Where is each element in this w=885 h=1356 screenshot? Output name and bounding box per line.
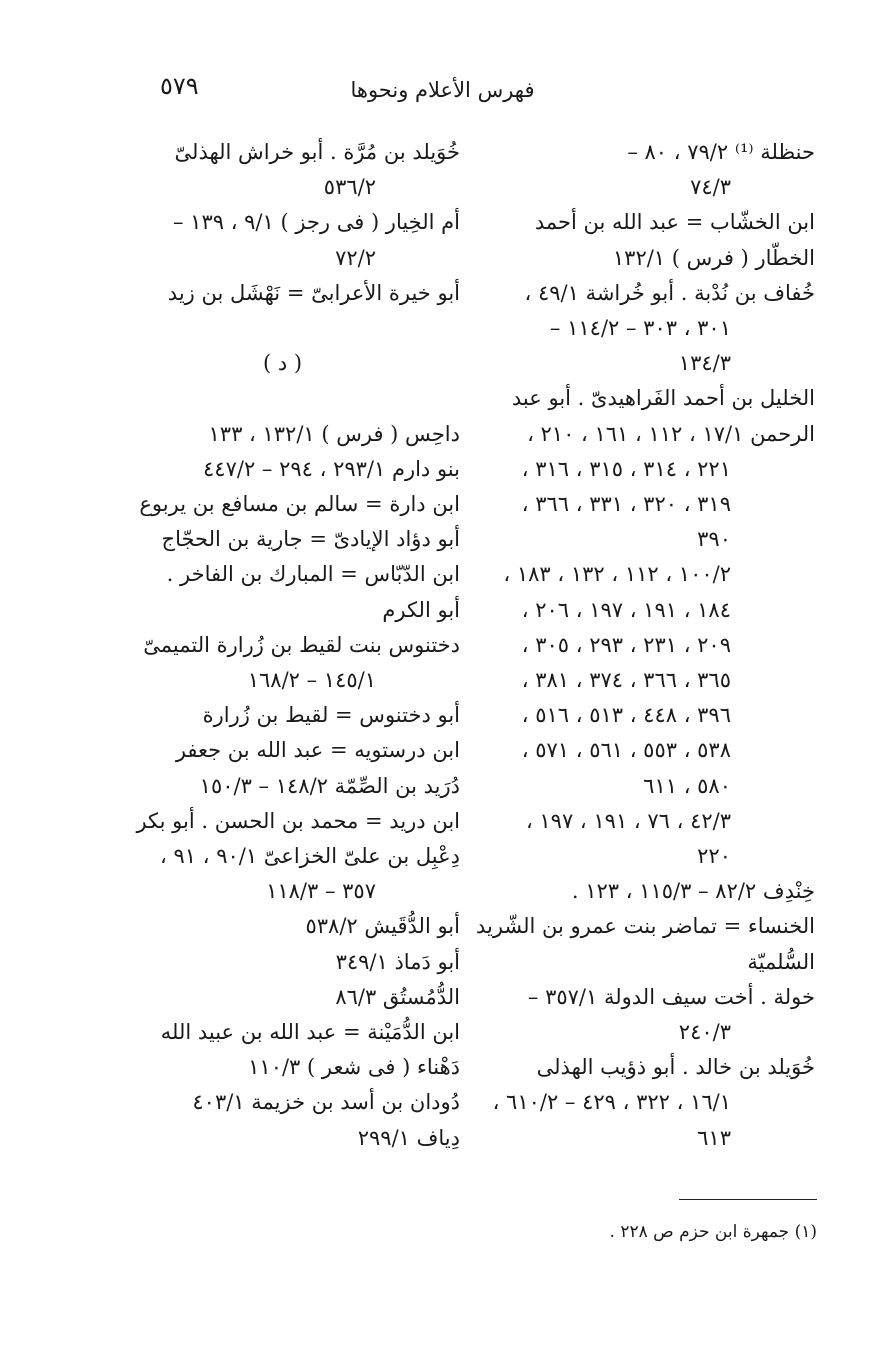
index-entry-line: حنظلة ⁽¹⁾ ٧٩/٢ ، ٨٠ – (627, 140, 815, 164)
index-entry-line: أبو دختنوس = لقيط بن زُرارة (202, 703, 460, 728)
spacer (145, 311, 460, 346)
index-entry-line: ٧٤/٣ (690, 175, 731, 200)
index-entry-line: أبو الكرم (382, 597, 460, 622)
index-entry-line: أبو دؤاد الإيادىّ = جارية بن الحجّاج (161, 527, 460, 552)
index-entry-line: داحِس ( فرس ) ١٣٢/١ ، ١٣٣ (208, 421, 460, 446)
index-entry-line: الرحمن ١٧/١ ، ١١٢ ، ١٦١ ، ٢١٠ ، (527, 421, 815, 446)
index-entry-line: ٤٢/٣ ، ٧٦ ، ١٩١ ، ١٩٧ ، (525, 808, 731, 833)
index-entry-line: خولة . أخت سيف الدولة ٣٥٧/١ – (527, 984, 815, 1009)
index-entry-line: ٣٩٠ (697, 527, 731, 552)
index-entry-line: أبو دَماذ ٣٤٩/١ (335, 949, 460, 974)
index-entry-line: دَهْناء ( فى شعر ) ١١٠/٣ (248, 1055, 460, 1080)
section-letter-heading: ( د ) (262, 351, 303, 376)
index-entry-line: خِنْدِف ٨٢/٢ – ١١٥/٣ ، ١٢٣ . (571, 879, 815, 904)
index-entry-line: أبو خيرة الأعرابىّ = نَهْشَل بن زيد (167, 280, 460, 305)
index-entry-line: دُودان بن أسد بن خزيمة ٤٠٣/١ (192, 1090, 460, 1115)
index-entry-line: خُوَيلد بن مُرَّة . أبو خراش الهذلىّ (174, 140, 460, 164)
index-entry-line: ابن الدّبّاس = المبارك بن الفاخر . (166, 562, 460, 587)
index-column-right (475, 135, 815, 1156)
spacer (145, 381, 460, 416)
index-entry-line: ٣٥٧ – ١١٨/٣ (266, 879, 376, 904)
index-entry-line: ١٤٥/١ – ١٦٨/٢ (247, 668, 376, 693)
index-entry-line: خُوَيلد بن خالد . أبو ذؤيب الهذلى (536, 1055, 815, 1080)
index-entry-line: الخطّار ( فرس ) ١٣٢/١ (612, 245, 815, 270)
index-entry-line: ابن الخشّاب = عبد الله بن أحمد (534, 210, 815, 235)
page-number: ٥٧٩ (160, 72, 199, 100)
index-entry-line: أم الخِيار ( فى رجز ) ٩/١ ، ١٣٩ – (172, 210, 460, 235)
index-entry-line: ابن دريد = محمد بن الحسن . أبو بكر (136, 808, 460, 833)
index-entry-line: أبو الدُّقَيش ٥٣٨/٢ (305, 914, 460, 939)
index-entry-line: دُرَيد بن الصِّمّة ١٤٨/٢ – ١٥٠/٣ (199, 773, 460, 798)
index-entry-line: الخنساء = تماضر بنت عمرو بن الشّريد (475, 914, 815, 939)
index-entry-line: ١٠٠/٢ ، ١١٢ ، ١٣٢ ، ١٨٣ ، (503, 562, 731, 587)
index-entry-line: ٢٢٠ (697, 844, 731, 869)
index-entry-line: ٢٤٠/٣ (678, 1020, 731, 1045)
index-entry-line: دِياف ٢٩٩/١ (357, 1125, 460, 1150)
index-entry-line: ٣٦٥ ، ٣٦٦ ، ٣٧٤ ، ٣٨١ ، (521, 668, 731, 693)
index-entry-line: ابن الدُّمَيْنة = عبد الله بن عبيد الله (160, 1020, 460, 1045)
footnote-divider (679, 1199, 817, 1200)
index-entry-line: السُّلميّة (747, 949, 815, 974)
index-entry-line: ٣٠١ ، ٣٠٣ – ١١٤/٢ – (549, 316, 731, 341)
index-entry-line: ١٨٤ ، ١٩١ ، ١٩٧ ، ٢٠٦ ، (521, 597, 731, 622)
index-entry-line: الخليل بن أحمد الفَراهيدىّ . أبو عبد (511, 386, 815, 411)
index-column-left (136, 135, 460, 1156)
index-entry-line: ٧٢/٢ (335, 245, 376, 270)
index-entry-line: ٣١٩ ، ٣٢٠ ، ٣٣١ ، ٣٦٦ ، (521, 492, 731, 517)
index-entry-line: دختنوس بنت لقيط بن زُرارة التميمىّ (143, 632, 460, 657)
index-entry-line: ابن درستويه = عبد الله بن جعفر (175, 738, 460, 763)
index-entry-line: ١٦/١ ، ٣٢٢ ، ٤٢٩ – ٦١٠/٢ ، (492, 1090, 731, 1115)
index-entry-line: ٢٢١ ، ٣١٤ ، ٣١٥ ، ٣١٦ ، (521, 456, 731, 481)
page-title: فهرس الأعلام ونحوها (350, 78, 535, 102)
index-entry-line: ٥٣٦/٢ (323, 175, 376, 200)
index-entry-line: بنو دارم ٢٩٣/١ ، ٢٩٤ – ٤٤٧/٢ (203, 456, 460, 481)
index-entry-line: ٥٨٠ ، ٦١١ (643, 773, 731, 798)
index-entry-line: ١٣٤/٣ (678, 351, 731, 376)
index-entry-line: دِعْبِل بن علىّ الخزاعىّ ٩٠/١ ، ٩١ ، (160, 844, 460, 869)
index-entry-line: ٢٠٩ ، ٢٣١ ، ٢٩٣ ، ٣٠٥ ، (521, 632, 731, 657)
index-entry-line: الدُّمُستُق ٨٦/٣ (335, 984, 460, 1009)
index-entry-line: ٦١٣ (697, 1125, 731, 1150)
index-entry-line: ٣٩٦ ، ٤٤٨ ، ٥١٣ ، ٥١٦ ، (521, 703, 731, 728)
index-entry-line: ابن دارة = سالم بن مسافع بن يربوع (139, 492, 460, 516)
index-entry-line: خُفاف بن نُدْبة . أبو خُراشة ٤٩/١ ، (524, 280, 815, 305)
index-entry-line: ٥٣٨ ، ٥٥٣ ، ٥٦١ ، ٥٧١ ، (521, 738, 731, 763)
footnote: (١) جمهرة ابن حزم ص ٢٢٨ . (609, 1222, 817, 1242)
